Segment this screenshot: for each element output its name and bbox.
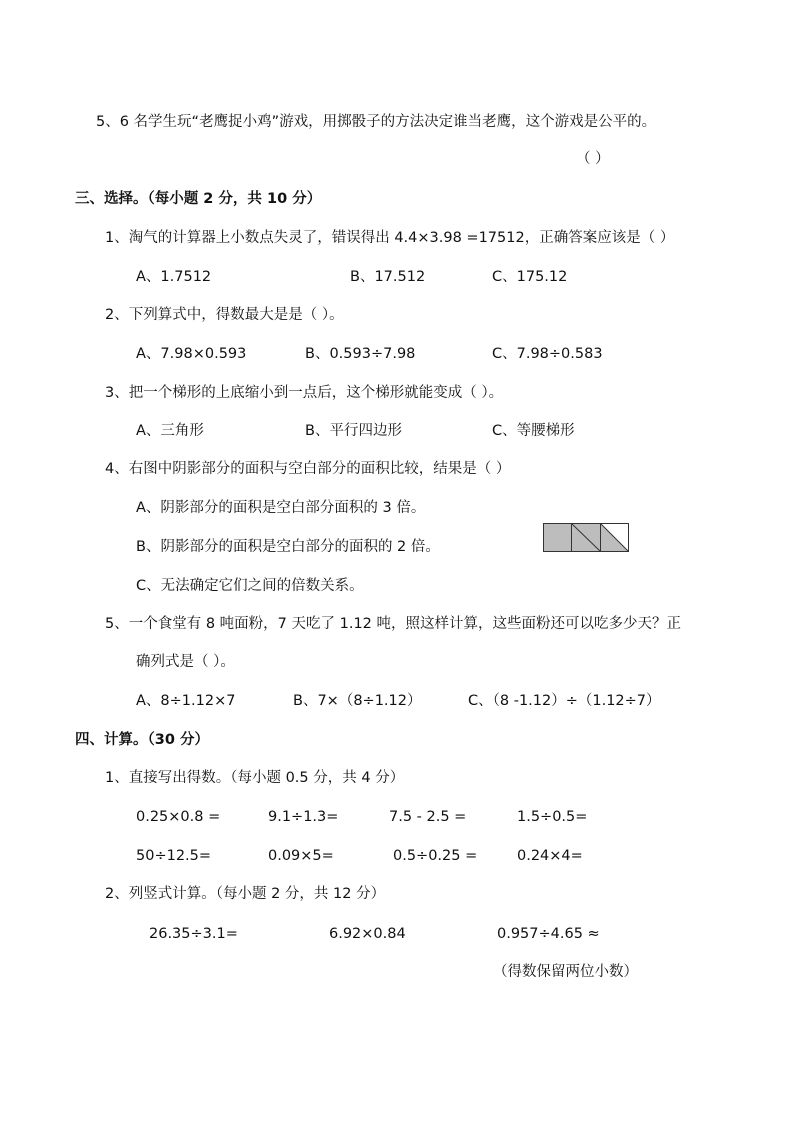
calc-row1-item3: 7.5 - 2.5 =: [389, 809, 467, 825]
judge-q5-answer-blank: （ ）: [576, 151, 610, 167]
choice-q4-option-a: A、阴影部分的面积是空白部分面积的 3 倍。: [136, 500, 426, 516]
calc-row2-item2: 0.09×5=: [268, 848, 334, 864]
choice-q3-option-a: A、三角形: [136, 423, 204, 439]
choice-q5-option-c: C、（8 -1.12）÷（1.12÷7）: [468, 693, 661, 709]
choice-q4-stem: 4、右图中阴影部分的面积与空白部分的面积比较，结果是（ ）: [105, 461, 511, 477]
calc-row2-item3: 0.5÷0.25 =: [393, 848, 478, 864]
calc-part2-title: 2、列竖式计算。（每小题 2 分，共 12 分）: [105, 886, 386, 902]
choice-q1-stem: 1、淘气的计算器上小数点失灵了，错误得出 4.4×3.98 =17512，正确答案应该是（ ）: [105, 230, 675, 246]
vertical-calc-note: （得数保留两位小数）: [493, 964, 638, 980]
section-3-heading: 三、选择。（每小题 2 分，共 10 分）: [75, 191, 322, 207]
choice-q2-option-c: C、7.98÷0.583: [492, 346, 603, 362]
choice-q1-option-a: A、1.7512: [136, 269, 212, 285]
vertical-calc-1: 26.35÷3.1=: [149, 926, 238, 942]
choice-q5-option-b: B、7×（8÷1.12）: [293, 693, 422, 709]
choice-q3-option-b: B、平行四边形: [305, 423, 402, 439]
vertical-calc-3: 0.957÷4.65 ≈: [497, 926, 600, 942]
choice-q1-option-c: C、175.12: [492, 269, 568, 285]
calc-part1-title: 1、直接写出得数。（每小题 0.5 分，共 4 分）: [105, 770, 405, 786]
choice-q2-option-b: B、0.593÷7.98: [305, 346, 416, 362]
choice-q1-option-b: B、17.512: [350, 269, 426, 285]
calc-row1-item2: 9.1÷1.3=: [268, 809, 339, 825]
choice-q2-option-a: A、7.98×0.593: [136, 346, 247, 362]
calc-row1-item4: 1.5÷0.5=: [517, 809, 588, 825]
calc-row2-item4: 0.24×4=: [517, 848, 583, 864]
choice-q3-option-c: C、等腰梯形: [492, 423, 575, 439]
choice-q2-stem: 2、下列算式中，得数最大是是（ ）。: [105, 307, 344, 323]
choice-q5-option-a: A、8÷1.12×7: [136, 693, 236, 709]
choice-q5-stem-line2: 确列式是（ ）。: [136, 654, 235, 670]
calc-row2-item1: 50÷12.5=: [136, 848, 212, 864]
section-4-heading: 四、计算。（30 分）: [75, 732, 209, 748]
choice-q4-option-b: B、阴影部分的面积是空白部分的面积的 2 倍。: [136, 539, 440, 555]
judge-q5-text: 5、6 名学生玩“老鹰捉小鸡”游戏，用掷骰子的方法决定谁当老鹰，这个游戏是公平的。: [96, 114, 657, 130]
choice-q4-option-c: C、无法确定它们之间的倍数关系。: [136, 578, 364, 594]
choice-q3-stem: 3、把一个梯形的上底缩小到一点后，这个梯形就能变成（ ）。: [105, 385, 504, 401]
calc-row1-item1: 0.25×0.8 =: [136, 809, 221, 825]
shaded-area-diagram: [543, 523, 629, 552]
vertical-calc-2: 6.92×0.84: [329, 926, 406, 942]
choice-q5-stem-line1: 5、一个食堂有 8 吨面粉，7 天吃了 1.12 吨，照这样计算，这些面粉还可以吃多少天？正: [105, 616, 682, 632]
